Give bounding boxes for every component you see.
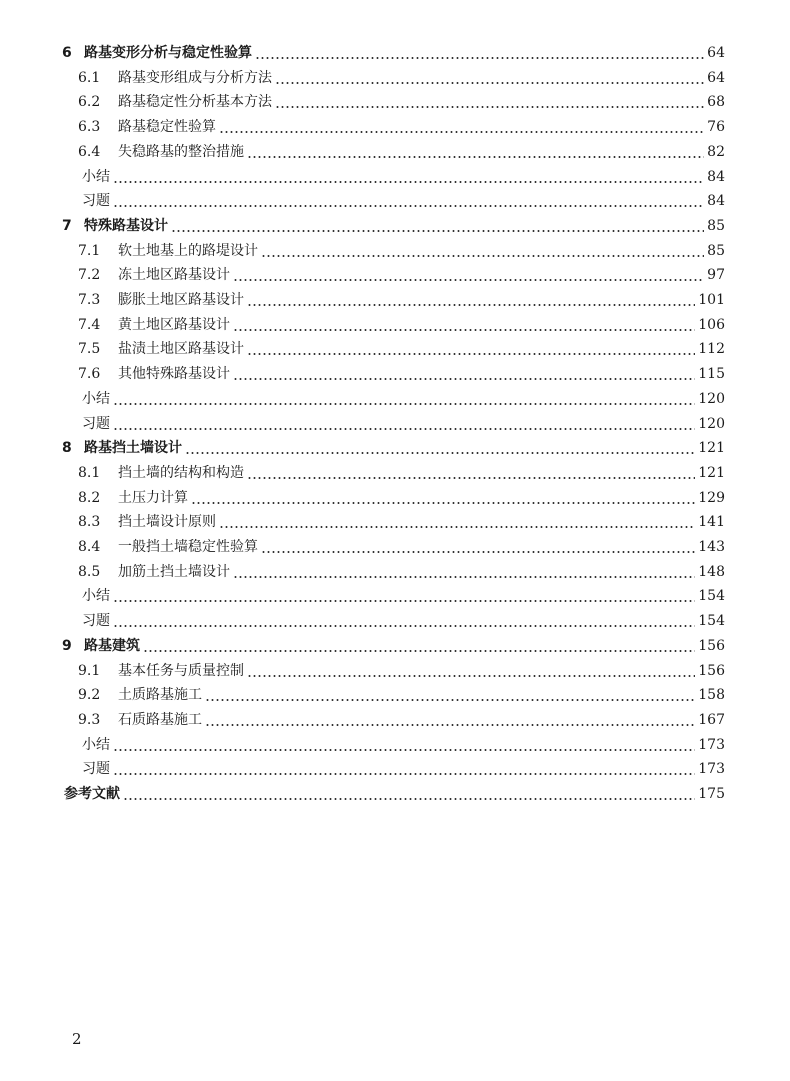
toc-entry-page: 64 <box>707 69 725 86</box>
toc-entry-title: 基本任务与质量控制 <box>118 662 244 679</box>
toc-entry-title: 参考文献 <box>64 786 120 802</box>
toc-entry-title: 软土地基上的路堤设计 <box>118 242 258 259</box>
toc-entry-page: 175 <box>698 786 725 802</box>
toc-section-row <box>82 412 725 436</box>
toc-entry-number: 8.2 <box>78 489 101 506</box>
toc-entry-title: 盐渍土地区路基设计 <box>118 341 244 358</box>
toc-section-row <box>78 90 725 114</box>
dot-leader <box>219 510 695 534</box>
toc-entry-page: 101 <box>698 292 725 308</box>
toc-entry-title: 其他特殊路基设计 <box>118 366 230 383</box>
toc-entry-title: 习题 <box>82 613 110 630</box>
dot-leader <box>233 362 695 386</box>
toc-entry-number: 6.3 <box>78 119 101 136</box>
toc-entry-number: 8.1 <box>78 464 101 481</box>
toc-entry-page: 120 <box>698 415 725 432</box>
toc-entry-title: 挡土墙的结构和构造 <box>118 464 244 481</box>
toc-entry-page: 84 <box>707 168 725 185</box>
toc-entry-number: 8.4 <box>78 539 101 555</box>
toc-entry-number: 9.3 <box>78 711 101 728</box>
toc-entry-page: 158 <box>698 687 725 704</box>
toc-entry-number: 7.1 <box>78 242 101 259</box>
toc-entry-title: 路基挡土墙设计 <box>84 440 182 457</box>
toc-entry-page: 173 <box>698 736 725 753</box>
toc-entry-title: 土质路基施工 <box>118 687 202 704</box>
dot-leader <box>171 214 704 238</box>
toc-section-row <box>78 337 725 361</box>
toc-section-row <box>78 486 725 510</box>
toc-entry-page: 76 <box>707 119 725 136</box>
toc-entry-number: 8.5 <box>78 563 101 580</box>
toc-entry-page: 143 <box>698 539 725 555</box>
toc-entry-number: 9 <box>62 637 72 654</box>
toc-entry-number: 7 <box>62 217 72 234</box>
toc-entry-title: 路基建筑 <box>84 637 140 654</box>
toc-entry-page: 106 <box>698 316 725 333</box>
dot-leader <box>113 757 695 781</box>
toc-entry-page: 156 <box>698 662 725 679</box>
toc-entry-page: 141 <box>698 514 725 531</box>
dot-leader <box>247 288 695 312</box>
toc-section-row <box>78 535 725 559</box>
dot-leader <box>247 337 695 361</box>
toc-entry-number: 6.4 <box>78 143 101 160</box>
toc-entry-page: 112 <box>698 341 725 358</box>
toc-section-row <box>78 313 725 337</box>
dot-leader <box>205 683 695 707</box>
toc-section-row <box>82 165 725 189</box>
toc-entry-title: 路基稳定性分析基本方法 <box>118 94 272 111</box>
toc-section-row <box>82 733 725 757</box>
toc-entry-page: 148 <box>698 563 725 580</box>
toc-section-row <box>78 288 725 312</box>
toc-entry-title: 路基变形分析与稳定性验算 <box>84 45 252 61</box>
toc-entry-page: 154 <box>698 588 725 605</box>
toc-entry-page: 154 <box>698 613 725 630</box>
toc-entry-number: 6.2 <box>78 94 101 111</box>
dot-leader <box>113 165 704 189</box>
toc-entry-number: 7.3 <box>78 292 101 308</box>
dot-leader <box>143 634 695 658</box>
toc-entry-title: 冻土地区路基设计 <box>118 267 230 284</box>
toc-entry-page: 68 <box>707 94 725 111</box>
dot-leader <box>261 239 704 263</box>
toc-entry-title: 路基稳定性验算 <box>118 119 216 136</box>
dot-leader <box>113 189 704 213</box>
toc-entry-page: 173 <box>698 761 725 778</box>
toc-chapter-row <box>62 634 725 658</box>
dot-leader <box>219 115 704 139</box>
toc-entry-number: 6.1 <box>78 69 101 86</box>
dot-leader <box>233 560 695 584</box>
dot-leader <box>113 733 695 757</box>
dot-leader <box>247 461 695 485</box>
dot-leader <box>261 535 695 559</box>
toc-chapter-row <box>64 782 725 806</box>
toc-section-row <box>78 683 725 707</box>
toc-entry-title: 失稳路基的整治措施 <box>118 143 244 160</box>
toc-entry-title: 习题 <box>82 761 110 778</box>
toc-entry-page: 156 <box>698 637 725 654</box>
toc-entry-page: 85 <box>707 217 725 234</box>
dot-leader <box>275 90 704 114</box>
toc-entry-title: 特殊路基设计 <box>84 217 168 234</box>
toc-chapter-row <box>62 214 725 238</box>
dot-leader <box>205 708 695 732</box>
dot-leader <box>247 140 704 164</box>
toc-entry-title: 小结 <box>82 588 110 605</box>
toc-entry-number: 7.2 <box>78 267 101 284</box>
toc-entry-title: 一般挡土墙稳定性验算 <box>118 539 258 555</box>
toc-entry-page: 115 <box>698 366 725 383</box>
toc-section-row <box>78 140 725 164</box>
toc-section-row <box>82 189 725 213</box>
dot-leader <box>255 41 704 65</box>
toc-entry-title: 小结 <box>82 390 110 407</box>
dot-leader <box>113 387 695 411</box>
page-number: 2 <box>72 1030 82 1048</box>
toc-chapter-row <box>62 436 725 460</box>
toc-entry-page: 84 <box>707 193 725 210</box>
toc-entry-number: 9.2 <box>78 687 101 704</box>
toc-entry-title: 路基变形组成与分析方法 <box>118 69 272 86</box>
toc-entry-page: 121 <box>698 440 725 457</box>
toc-section-row <box>78 510 725 534</box>
dot-leader <box>123 782 695 806</box>
toc-entry-title: 加筋土挡土墙设计 <box>118 563 230 580</box>
dot-leader <box>113 609 695 633</box>
toc-entry-number: 8 <box>62 440 72 457</box>
toc-entry-title: 习题 <box>82 415 110 432</box>
toc-entry-title: 小结 <box>82 168 110 185</box>
toc-entry-number: 6 <box>62 45 72 61</box>
toc-section-row <box>78 66 725 90</box>
toc-entry-number: 7.5 <box>78 341 101 358</box>
toc-section-row <box>82 757 725 781</box>
dot-leader <box>233 263 704 287</box>
toc-entry-page: 97 <box>707 267 725 284</box>
toc-entry-number: 7.4 <box>78 316 101 333</box>
toc-entry-page: 121 <box>698 464 725 481</box>
toc-section-row <box>78 362 725 386</box>
toc-entry-number: 8.3 <box>78 514 101 531</box>
dot-leader <box>113 412 695 436</box>
toc-chapter-row <box>62 41 725 65</box>
toc-entry-title: 膨胀土地区路基设计 <box>118 292 244 308</box>
toc-section-row <box>78 115 725 139</box>
toc-section-row <box>78 263 725 287</box>
toc-entry-page: 167 <box>698 711 725 728</box>
dot-leader <box>247 659 695 683</box>
toc-entry-number: 9.1 <box>78 662 101 679</box>
toc-entry-title: 石质路基施工 <box>118 711 202 728</box>
dot-leader <box>185 436 695 460</box>
toc-section-row <box>82 609 725 633</box>
toc-section-row <box>82 584 725 608</box>
dot-leader <box>113 584 695 608</box>
toc-entry-page: 82 <box>707 143 725 160</box>
toc-section-row <box>78 461 725 485</box>
dot-leader <box>275 66 704 90</box>
toc-entry-title: 黄土地区路基设计 <box>118 316 230 333</box>
toc-entry-title: 小结 <box>82 736 110 753</box>
toc-section-row <box>78 239 725 263</box>
toc-section-row <box>78 560 725 584</box>
toc-section-row <box>82 387 725 411</box>
dot-leader <box>191 486 695 510</box>
toc-section-row <box>78 659 725 683</box>
toc-section-row <box>78 708 725 732</box>
toc-entry-title: 习题 <box>82 193 110 210</box>
toc-entry-number: 7.6 <box>78 366 101 383</box>
toc-entry-page: 85 <box>707 242 725 259</box>
toc-entry-page: 64 <box>707 45 725 61</box>
toc-entry-page: 120 <box>698 390 725 407</box>
dot-leader <box>233 313 695 337</box>
toc-entry-title: 挡土墙设计原则 <box>118 514 216 531</box>
toc-entry-title: 土压力计算 <box>118 489 188 506</box>
toc-entry-page: 129 <box>698 489 725 506</box>
